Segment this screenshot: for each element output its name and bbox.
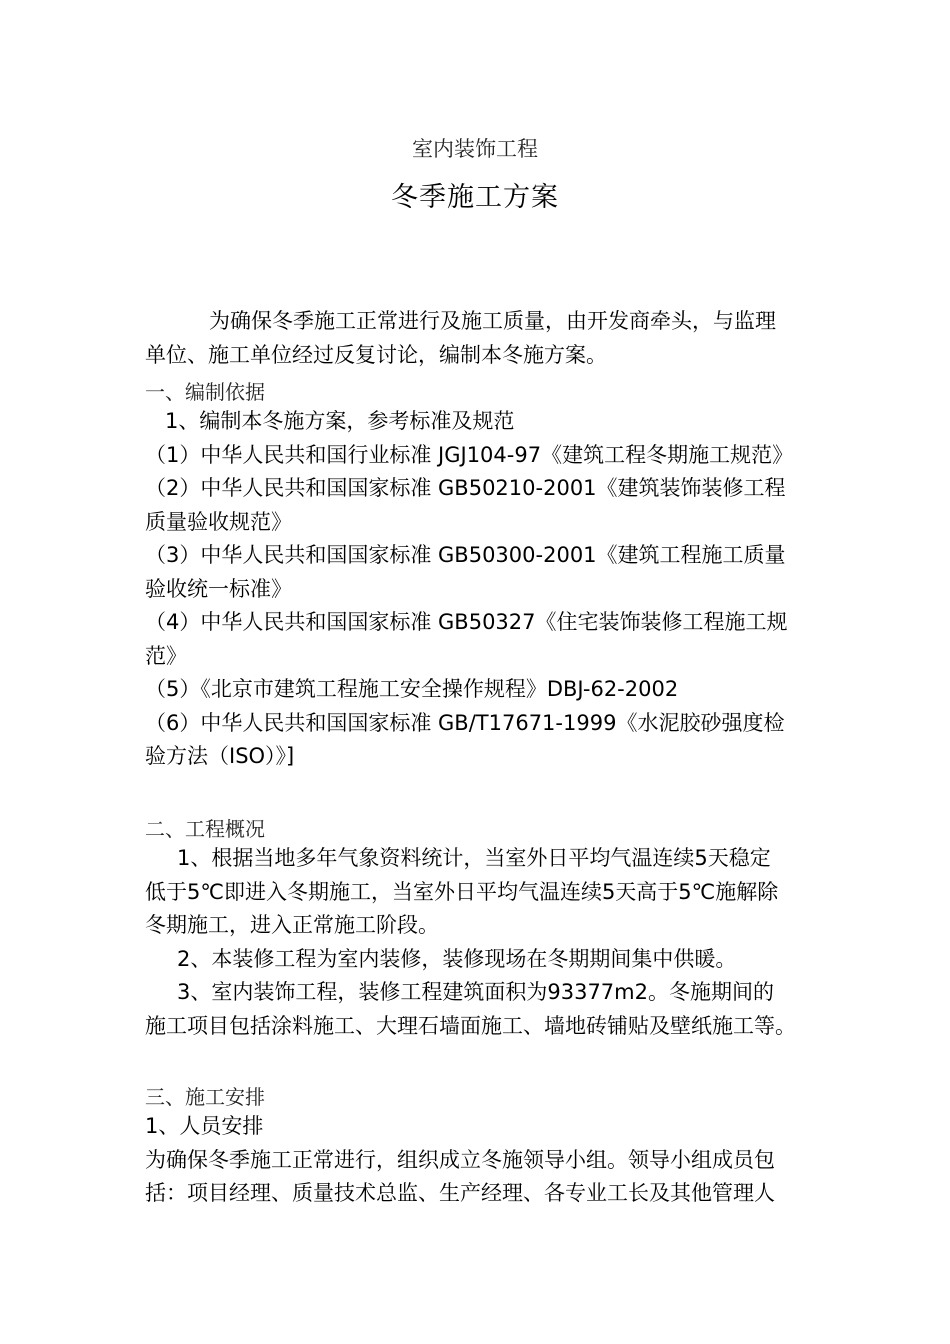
arrangement-line: 1、人员安排 <box>145 1114 264 1138</box>
overview-line: 施工项目包括涂料施工、大理石墙面施工、墙地砖铺贴及壁纸施工等。 <box>145 1013 796 1038</box>
basis-line: （3）中华人民共和国国家标准 GB50300-2001《建筑工程施工质量 <box>145 543 786 567</box>
section-overview-body <box>145 842 810 1043</box>
overview-line: 冬期施工，进入正常施工阶段。 <box>145 913 439 937</box>
section-basis-body <box>145 405 810 774</box>
arrangement-line: 为确保冬季施工正常进行，组织成立冬施领导小组。领导小组成员包 <box>145 1147 775 1172</box>
basis-line: 范》 <box>145 643 187 668</box>
basis-line: 质量验收规范》 <box>145 509 292 534</box>
basis-line: （2）中华人民共和国国家标准 GB50210-2001《建筑装饰装修工程 <box>145 476 786 500</box>
basis-line: （1）中华人民共和国行业标准 JGJ104-97《建筑工程冬期施工规范》 <box>145 442 794 467</box>
intro-paragraph <box>145 305 810 372</box>
overview-line: 2、本装修工程为室内装修，装修现场在冬期期间集中供暖。 <box>177 946 737 971</box>
basis-line: 验收统一标准》 <box>145 576 292 601</box>
overview-line: 1、根据当地多年气象资料统计，当室外日平均气温连续5天稳定 <box>177 846 771 870</box>
intro-line: 为确保冬季施工正常进行及施工质量，由开发商牵头，与监理 <box>209 309 776 333</box>
arrangement-line: 括：项目经理、质量技术总监、生产经理、各专业工长及其他管理人 <box>145 1181 775 1205</box>
section-heading-basis: 一、编制依据 <box>145 380 265 404</box>
document-title: 冬季施工方案 <box>391 182 559 213</box>
section-heading-arrangement: 三、施工安排 <box>145 1085 265 1109</box>
document-subtitle: 室内装饰工程 <box>412 137 538 161</box>
basis-line: （6）中华人民共和国国家标准 GB/T17671-1999《水泥胶砂强度检 <box>145 710 785 735</box>
basis-line: 1、编制本冬施方案，参考标准及规范 <box>165 409 515 433</box>
overview-line: 3、室内装饰工程，装修工程建筑面积为93377m2。冬施期间的 <box>177 980 774 1004</box>
basis-line: （4）中华人民共和国国家标准 GB50327《住宅装饰装修工程施工规 <box>145 610 788 634</box>
intro-line: 单位、施工单位经过反复讨论，编制本冬施方案。 <box>145 342 607 367</box>
section-heading-overview: 二、工程概况 <box>145 817 265 841</box>
basis-line: 验方法（ISO）》] <box>145 744 295 768</box>
basis-line: （5）《北京市建筑工程施工安全操作规程》DBJ-62-2002 <box>145 677 679 701</box>
overview-line: 低于5℃即进入冬期施工，当室外日平均气温连续5天高于5℃施解除 <box>145 879 779 904</box>
section-arrangement-body <box>145 1110 810 1211</box>
